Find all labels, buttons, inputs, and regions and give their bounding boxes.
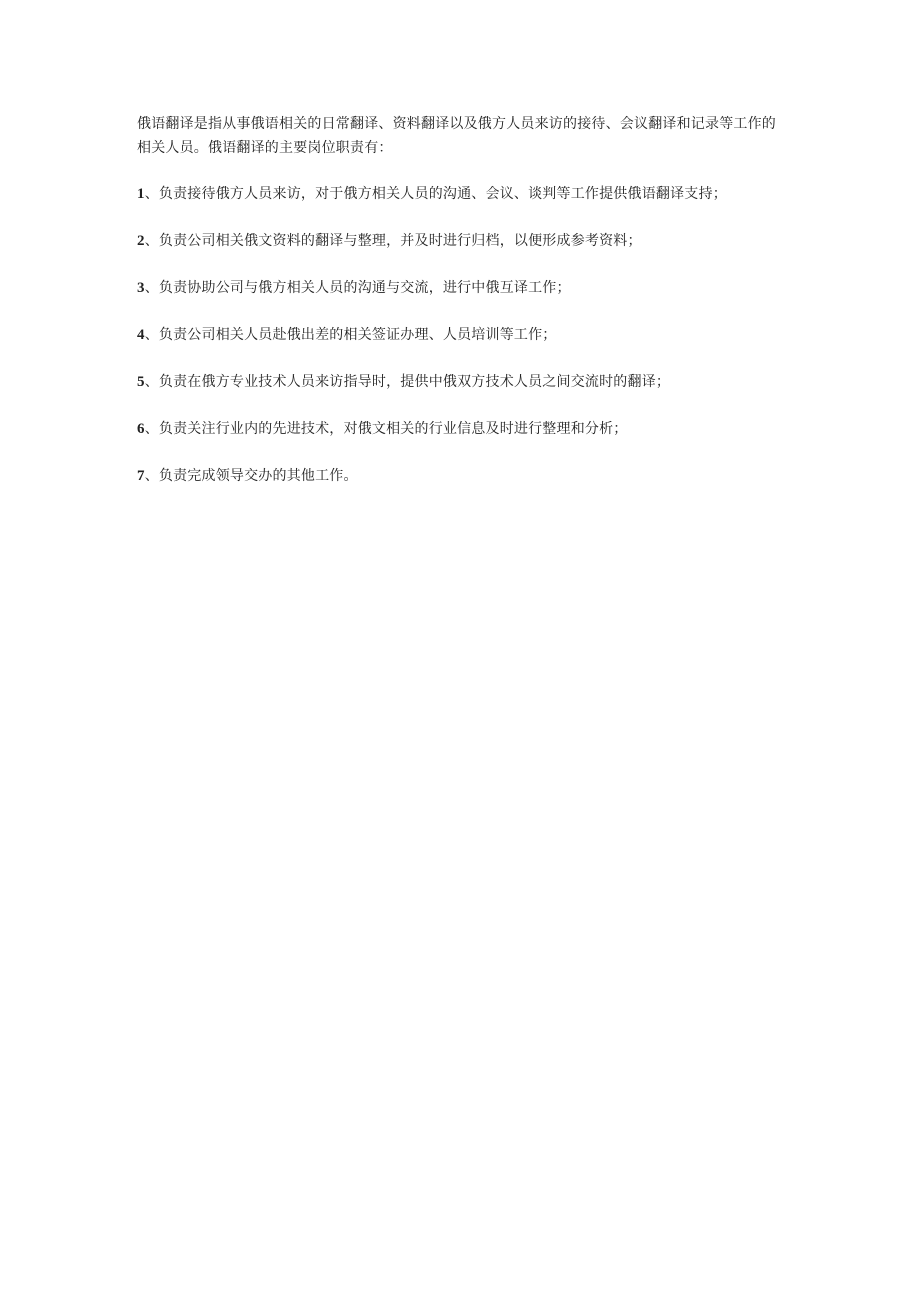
duty-text: 、负责完成领导交办的其他工作。 — [144, 468, 358, 484]
duty-text: 、负责公司相关人员赴俄出差的相关签证办理、人员培训等工作； — [144, 327, 557, 343]
duty-number: 6 — [137, 421, 145, 437]
duty-number: 1 — [137, 186, 145, 202]
duty-text: 、负责协助公司与俄方相关人员的沟通与交流，进行中俄互译工作； — [144, 280, 571, 296]
duty-item-5 — [137, 370, 787, 394]
duty-item-1 — [137, 182, 787, 206]
duty-number: 3 — [137, 280, 145, 296]
duty-list — [137, 182, 787, 488]
duty-number: 7 — [137, 468, 145, 484]
duty-text: 、负责关注行业内的先进技术，对俄文相关的行业信息及时进行整理和分析； — [144, 421, 628, 437]
duty-number: 2 — [137, 233, 145, 249]
duty-item-6 — [137, 417, 787, 441]
duty-number: 5 — [137, 374, 145, 390]
duty-number: 4 — [137, 327, 145, 343]
duty-text: 、负责公司相关俄文资料的翻译与整理，并及时进行归档，以便形成参考资料； — [144, 233, 642, 249]
duty-item-2 — [137, 229, 787, 253]
duty-text: 、负责在俄方专业技术人员来访指导时，提供中俄双方技术人员之间交流时的翻译； — [144, 374, 671, 390]
intro-paragraph: 俄语翻译是指从事俄语相关的日常翻译、资料翻译以及俄方人员来访的接待、会议翻译和记录等工作的相关人员。俄语翻译的主要岗位职责有： — [137, 116, 776, 156]
duty-text: 、负责接待俄方人员来访，对于俄方相关人员的沟通、会议、谈判等工作提供俄语翻译支持； — [144, 186, 727, 202]
document-body — [137, 112, 787, 511]
duty-item-7 — [137, 464, 787, 488]
duty-item-3 — [137, 276, 787, 300]
duty-item-4 — [137, 323, 787, 347]
